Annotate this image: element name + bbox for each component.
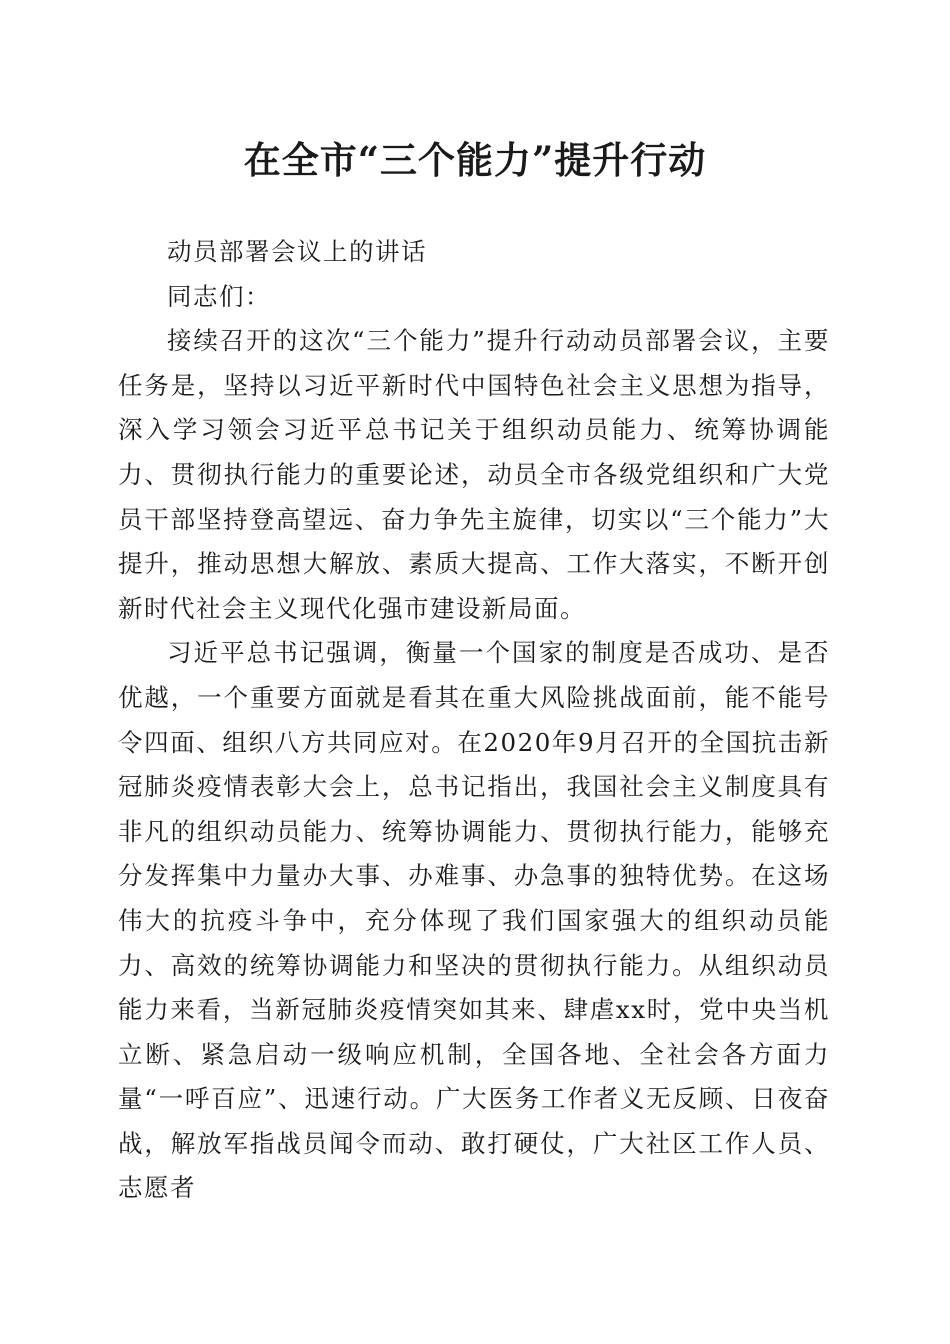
- document-body: [118, 230, 830, 1211]
- document-title: 在全市“三个能力”提升行动: [243, 138, 707, 182]
- document-subtitle: 动员部署会议上的讲话: [167, 237, 427, 266]
- salutation: 同志们：: [167, 281, 271, 311]
- paragraph-1: 接续召开的这次“三个能力”提升行动动员部署会议，主要任务是，坚持以习近平新时代中国特色社会主义思想为指导，深入学习领会习近平总书记关于组织动员能力、统筹协调能力、贯彻执行能力的重要论述，动员全市各级党组织和广大党员干部坚持登高望远、奋力争先主旋律，切实以“三个能力”大提升，推动思想大解放、素质大提高、工作大落实，不断开创新时代社会主义现代化强市建设新局面。: [118, 326, 830, 623]
- paragraph-2: 习近平总书记强调，衡量一个国家的制度是否成功、是否优越，一个重要方面就是看其在重大风险挑战面前，能不能号令四面、组织八方共同应对。在2020年9月召开的全国抗击新冠肺炎疫情表彰大会上，总书记指出，我国社会主义制度具有非凡的组织动员能力、统筹协调能力、贯彻执行能力，能够充分发挥集中力量办大事、办难事、办急事的独特优势。在这场伟大的抗疫斗争中，充分体现了我们国家强大的组织动员能力、高效的统筹协调能力和坚决的贯彻执行能力。从组织动员能力来看，当新冠肺炎疫情突如其来、肆虐xx时，党中央当机立断、紧急启动一级响应机制，全国各地、全社会各方面力量“一呼百应”、迅速行动。广大医务工作者义无反顾、日夜奋战，解放军指战员闻令而动、敢打硬仗，广大社区工作人员、志愿者: [118, 638, 830, 1203]
